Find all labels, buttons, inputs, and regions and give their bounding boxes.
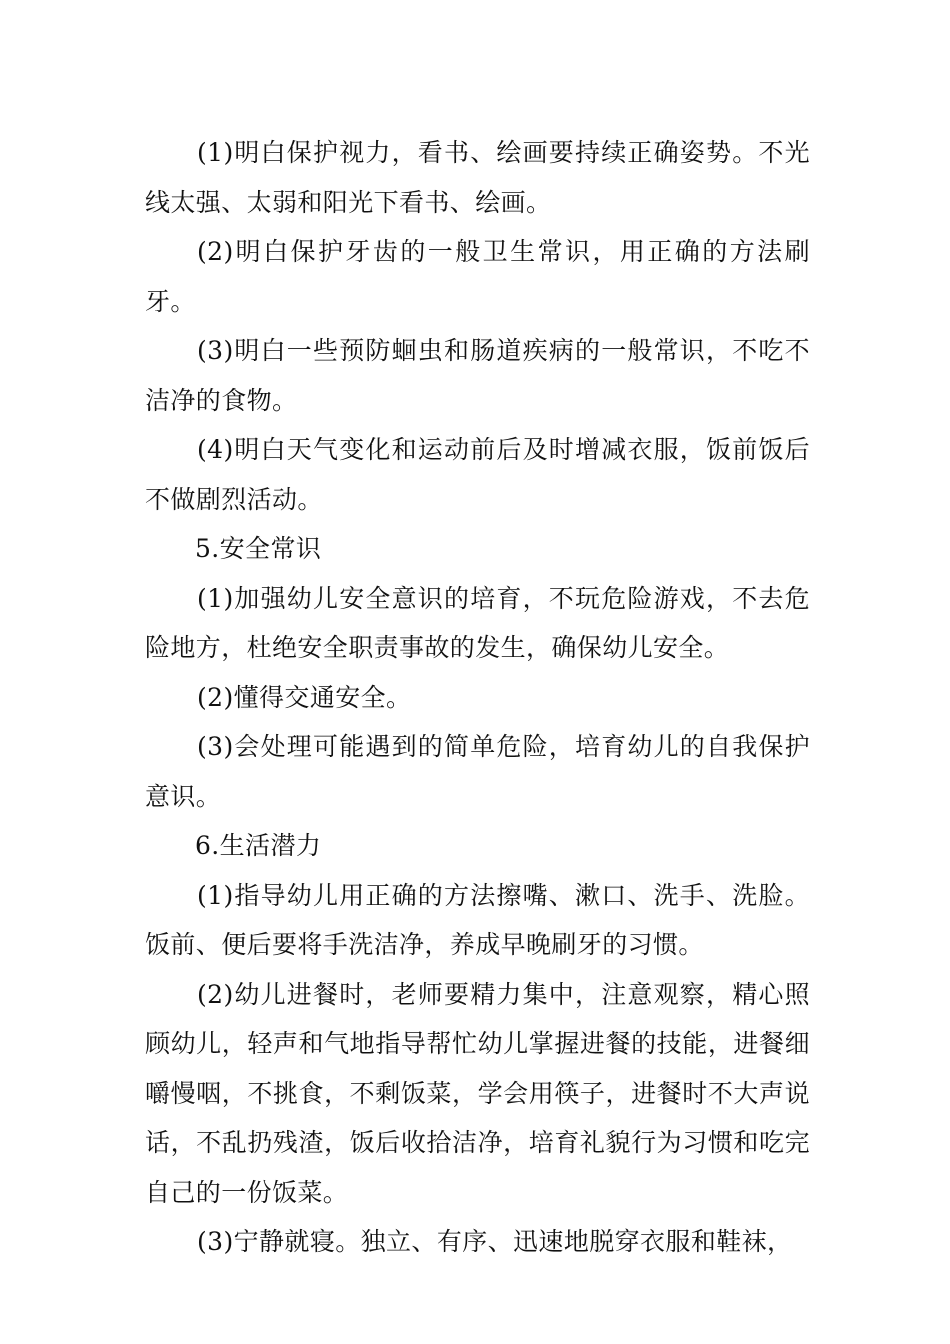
paragraph-self-protection: (3)会处理可能遇到的简单危险，培育幼儿的自我保护意识。: [145, 732, 810, 811]
paragraph-hygiene: (1)指导幼儿用正确的方法擦嘴、漱口、洗手、洗脸。饭前、便后要将手洗洁净，养成早晚刷牙的习惯。: [145, 880, 810, 959]
paragraph-sleep: (3)宁静就寝。独立、有序、迅速地脱穿衣服和鞋袜，: [197, 1227, 793, 1256]
paragraph-disease-prevention: (3)明白一些预防蛔虫和肠道疾病的一般常识，不吃不洁净的食物。: [145, 336, 810, 415]
document-body: [145, 128, 810, 1267]
paragraph-eye-care: (1)明白保护视力，看书、绘画要持续正确姿势。不光线太强、太弱和阳光下看书、绘画。: [145, 138, 810, 217]
paragraph-clothing: (4)明白天气变化和运动前后及时增减衣服，饭前饭后不做剧烈活动。: [145, 435, 810, 514]
paragraph-teeth-care: (2)明白保护牙齿的一般卫生常识，用正确的方法刷牙。: [145, 237, 810, 316]
paragraph-meals: (2)幼儿进餐时，老师要精力集中，注意观察，精心照顾幼儿，轻声和气地指导帮忙幼儿掌握进餐的技能，进餐细嚼慢咽，不挑食，不剩饭菜，学会用筷子，进餐时不大声说话，不乱扔残渣，饭后收拾洁净，培育礼貌行为习惯和吃完自己的一份饭菜。: [145, 979, 810, 1207]
paragraph-safety-awareness: (1)加强幼儿安全意识的培育，不玩危险游戏，不去危险地方，杜绝安全职责事故的发生，确保幼儿安全。: [145, 583, 810, 662]
paragraph-traffic-safety: (2)懂得交通安全。: [197, 682, 412, 712]
section-heading-life-skills: 6.生活潜力: [195, 831, 322, 860]
section-heading-safety: 5.安全常识: [195, 534, 322, 563]
